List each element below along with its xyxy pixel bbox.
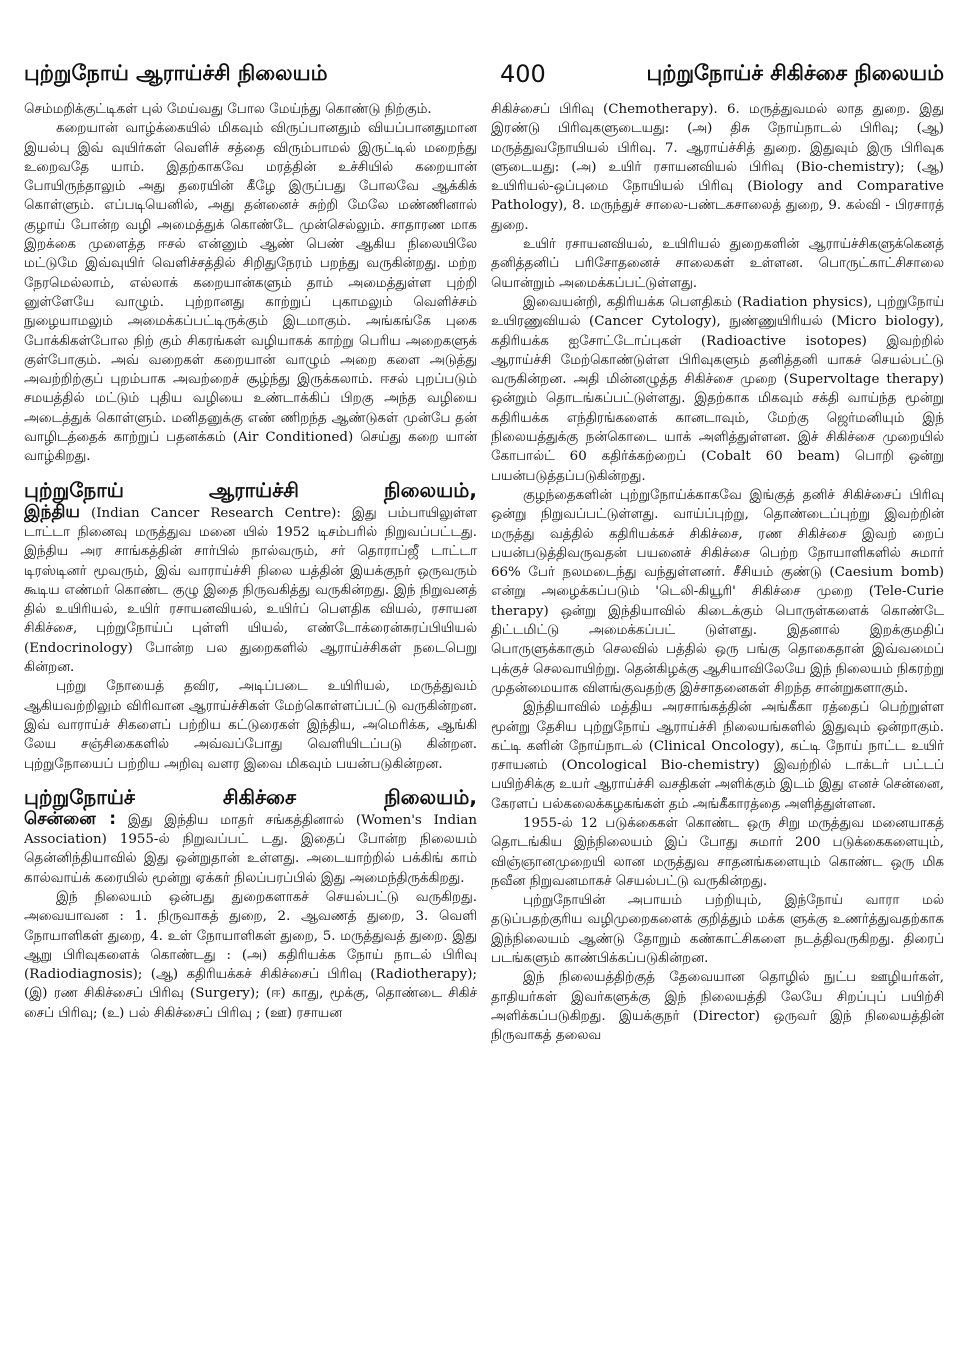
entry-subhead: இந்திய: [24, 501, 80, 522]
paragraph: இந் நிலையம் ஒன்பது துறைகளாகச் செயல்பட்டு வருகிறது. அவையாவன : 1. நிருவாகத் துறை, 2. ஆவணத் துறை, 3. வெளி நோயாளிகள் துறை, 4. உள் நோயாளிகள் துறை, 5. மருத்துவத் துறை. இது ஆறு பிரிவுகளைக் கொண்டது : (அ) கதிரியக்க நோய் நாடல் பிரிவு (Radiodiagnosis); (ஆ) கதிரியக்கச் சிகிச்சைப் பிரிவு (Radiotherapy); (இ) ரண சிகிச்சைப் பிரிவு (Surgery); (ஈ) காது, மூக்கு, தொண்டை சிகிச் சைப் பிரிவு; (உ) பல் சிகிச்சைப் பிரிவு ; (ஊ) ரசாயன: [24, 889, 477, 1021]
paragraph: உயிர் ரசாயனவியல், உயிரியல் துறைகளின் ஆராய்ச்சிகளுக்கெனத் தனித்தனிப் பரிசோதனைச் சாலைகள் உள்ளன. பொருட்காட்சிசாலை யொன்றும் அமைக்கப்பட்டுள்ளது.: [491, 237, 944, 291]
paragraph: 1955-ல் 12 படுக்கைகள் கொண்ட ஒரு சிறு மருத்துவ மனையாகத் தொடங்கிய இந்நிலையம் இப் போது சுமார் 200 படுக்கைகளையும், விஞ்ஞானமுறையி லான மருத்துவ சாதனங்களையும் கொண்ட ஒரு மிக நவீன நிறுவனமாகச் செயல்பட்டு வருகின்றது.: [491, 815, 944, 889]
paragraph: சிகிச்சைப் பிரிவு (Chemotherapy). 6. மருத்துவமல் லாத துறை. இது இரண்டு பிரிவுகளுடையது: (அ) திசு நோய்நாடல் பிரிவு; (ஆ) மருத்துவநோயியல் பிரிவு. 7. ஆராய்ச்சித் துறை. இதுவும் இரு பிரிவுக ளுடையது: (அ) உயிர் ரசாயனவியல் பிரிவு (Bio-chemistry); (ஆ) உயிரியல்-ஒப்புமை நோயியல் பிரிவு (Biology and Comparative Pathology), 8. மருந்துச் சாலை-பண்டகசாலைத் துறை, 9. கல்வி - பிரசாரத் துறை.: [491, 102, 944, 233]
entry-text: (Indian Cancer Research Centre): இது பம்பாயிலுள்ள டாட்டா நினைவு மருத்துவ மனை யில் 1952 டிசம்பரில் நிறுவப்பட்டது. இந்திய அர சாங்கத்தின் சார்பில் நால்வரும், சர் தொராப்ஜீ டாட்டா டிரஸ்டினர் மூவரும், இவ் வாராய்ச்சி நிலை யத்தின் இயக்குநர் ஒருவரும் கூடிய எண்மர் கொண்ட குழு இதை நிருவகித்து வருகின்றது. இந் நிறுவனத் தில் உயிரியல், உயிர் ரசாயனவியல், உயிர்ப் பௌதிக வியல், ரசாயன சிகிச்சை, புற்றுநோய்ப் புள்ளி யியல், எண்டோக்ரைன்சுரப்பியியல் (Endocrinology) போன்ற பல துறைகளில் ஆராய்ச்சிகள் நடைபெறு கின்றன.: [24, 505, 477, 676]
paragraph: குழந்தைகளின் புற்றுநோய்க்காகவே இங்குத் தனிச் சிகிச்சைப் பிரிவு ஒன்று நிறுவப்பட்டுள்ளது. வாய்ப்புற்று, தொண்டைப்புற்று இவற்றின் மருத்து வத்தில் கதிரியக்கச் சிகிச்சை, ரண சிகிச்சை இவற் றைப் பயன்படுத்திவருவதன் பயனைச் சிகிச்சை பெற்ற நோயாளிகளில் சுமார் 66% பேர் நலமடைந்து வந்துள்ளனர். சீசியம் குண்டு (Caesium bomb) என்று அழைக்கப்படும் 'டெலி-கியூரி' சிகிச்சை முறை (Tele-Curie therapy) ஒன்று இந்தியாவில் கிடைக்கும் பொருள்களைக் கொண்டே திட்டமிட்டு அமைக்கப்பட் டுள்ளது. இதனால் இறக்குமதிப் பொருளுக்காகும் செலவில் பத்தில் ஒரு பங்கு தொகைதான் இவ்வமைப் புக்குச் செலவாயிற்று. தென்கிழக்கு ஆசியாவிலேயே இந் நிலையம் நிகரற்று முதன்மையாக விளங்குவதற்கு இச்சாதனைகள் சிறந்த சான்றுகளாகும்.: [491, 487, 944, 696]
paragraph: புற்று நோயைத் தவிர, அடிப்படை உயிரியல், மருத்துவம் ஆகியவற்றிலும் விரிவான ஆராய்ச்சிகள் மேற்கொள்ளப்பட்டு வருகின்றன. இவ் வாராய்ச் சிகளைப் பற்றிய கட்டுரைகள் இந்திய, அமெரிக்க, ஆங்கி லேய சஞ்சிகைகளில் அவ்வப்போது வெளியிடப்படு கின்றன. புற்றுநோயைப் பற்றிய அறிவு வளர இவை மிகவும் பயன்படுகின்றன.: [24, 679, 477, 772]
header-left-title: புற்றுநோய் ஆராய்ச்சி நிலையம்: [24, 60, 328, 85]
entry-title-research-centre: புற்றுநோய் ஆராய்ச்சி நிலையம்,: [24, 477, 477, 502]
left-column: [24, 100, 477, 1344]
page-number: 400: [500, 60, 546, 88]
paragraph: இந் நிலையத்திற்குத் தேவையான தொழில் நுட்ப ஊழியர்கள், தாதியர்கள் இவர்களுக்கு இந் நிலையத்தி லேயே சிறப்புப் பயிற்சி அளிக்கப்படுகிறது. இயக்குநர் (Director) ஒருவர் இந் நிலையத்தின் நிருவாகத் தலைவ: [491, 970, 944, 1044]
entry-title-treatment-centre: புற்றுநோய்ச் சிகிச்சை நிலையம்,: [24, 784, 477, 809]
entry-subhead: சென்னை :: [24, 808, 116, 829]
paragraph: இந்தியாவில் மத்திய அரசாங்கத்தின் அங்கீகா ரத்தைப் பெற்றுள்ள மூன்று தேசிய புற்றுநோய் ஆராய்ச்சி நிலையங்களில் இதுவும் ஒன்றாகும். கட்டி களின் நோய்நாடல் (Clinical Oncology), கட்டி நோய் நாட்ட உயிர் ரசாயனம் (Oncological Bio-chemistry) இவற்றில் டாக்டர் பட்டப் பயிற்சிக்கு உயர் ஆராய்ச்சி வசதிகள் அளிக்கும் இடம் இது எனச் சென்னை, கேரளப் பல்கலைக்கழகங்கள் தம் அங்கீகாரத்தை அளித்துள்ளன.: [491, 700, 944, 812]
right-column: [491, 100, 944, 1344]
page-header: [24, 54, 944, 94]
header-right-title: புற்றுநோய்ச் சிகிச்சை நிலையம்: [646, 60, 944, 85]
paragraph: புற்றுநோயின் அபாயம் பற்றியும், இந்நோய் வாரா மல் தடுப்பதற்குரிய வழிமுறைகளைக் குறித்தும் மக்க ளுக்கு உணர்த்துவதற்காக இந்நிலையம் ஆண்டு தோறும் கண்காட்சிகளை நடத்திவருகிறது. திரைப் படங்களும் காண்பிக்கப்படுகின்றன.: [491, 893, 944, 967]
paragraph: செம்மறிக்குட்டிகள் புல் மேய்வது போல மேய்ந்து கொண்டு நிற்கும்.: [24, 102, 432, 117]
entry-body: [24, 810, 477, 888]
entry-body: [24, 503, 477, 678]
paragraph: கறையான் வாழ்க்கையில் மிகவும் விருப்பானதும் வியப்பானதுமான இயல்பு இவ் வுயிர்கள் வெளிச் சத்தை விரும்பாமல் இருட்டில் மறைந்து உறைவதே யாம். இதற்காகவே மரத்தின் உச்சியில் கறையான் போயிருந்தாலும் அது தரையின் கீழே இருப்பது போலவே ஆக்கிக் கொள்ளும். எப்படியெனில், அது தன்னைச் சுற்றி மேலே மண்ணினால் குழாய் போன்ற வழி அமைத்துக் கொண்டே முன்செல்லும். சாதாரண மாக இறக்கை முளைத்த ஈசல் என்னும் ஆண் பெண் ஆகிய நிலையிலே மட்டுமே இவ்வுயிர் வெளிச்சத்தில் சிறிதுநேரம் பறந்து வருகின்றது. மற்ற நேரமெல்லாம், எல்லாக் கறையான்களும் தாம் அமைத்துள்ள புற்றி னுள்ளேயே வாழும். புற்றானது காற்றுப் புகாமலும் வெளிச்சம் நுழையாமலும் அமைக்கப்பட்டிருக்கும் இடமாகும். அங்கங்கே புகை போக்கிகள்போல நிற் கும் சிகரங்கள் வழியாகக் காற்று பெரிய அறைகளுக் குள்போகும். அவ் வறைகள் கறையான் வாழும் அறை களை அடுத்து அவற்றிற்குப் புறம்பாக அவற்றைச் சூழ்ந்து இருக்கலாம். ஈசல் புறப்படும் சமயத்தில் மட்டும் புதிய வழியை உண்டாக்கிப் பிறகு அந்த வழியை அடைத்துக் கொள்ளும். மனிதனுக்கு எண் ணிறந்த ஆண்டுகள் முன்பே தன் வாழிடத்தைக் காற்றுப் பதனக்கம் (Air Conditioned) செய்து கறை யான் வாழ்கிறது.: [24, 121, 477, 465]
paragraph: இவையன்றி, கதிரியக்க பௌதிகம் (Radiation physics), புற்றுநோய் உயிரணுவியல் (Cancer Cytology), நுண்ணுயிரியல் (Micro biology), கதிரியக்க ஐசோட்டோப்புகள் (Radioactive isotopes) இவற்றில் ஆராய்ச்சி மேற்கொண்டுள்ள பிரிவுகளும் தனித்தனி யாகச் செயல்பட்டு வருகின்றன. அதி மின்னழுத்த சிகிச்சை முறை (Supervoltage therapy) ஒன்றும் தொடங்கப்பட்டுள்ளது. இதற்காக மிகவும் சக்தி வாய்ந்த மூன்று கதிரியக்க எந்திரங்களைக் கானடாவும், மேற்கு ஜெர்மனியும் இந் நிலையத்துக்கு நன்கொடை யாக் அளித்துள்ளன. இச் சிகிச்சை முறையில் கோபால்ட் 60 கதிர்க்கற்றைப் (Cobalt 60 beam) பொறி ஒன்று பயன்படுத்தப்படுகின்றது.: [491, 294, 944, 484]
text-columns: [24, 100, 944, 1344]
entry-text: இது இந்திய மாதர் சங்கத்தினால் (Women's Indian Association) 1955-ல் நிறுவப்பட் டது. இதைப் போன்ற நிலையம் தென்னிந்தியாவில் இது ஒன்றுதான் உள்ளது. அடையாற்றில் பக்கிங் காம் கால்வாய்க் கரையில் மூன்று ஏக்கர் நிலப்பரப்பில் இது அமைந்திருக்கிறது.: [24, 812, 477, 886]
